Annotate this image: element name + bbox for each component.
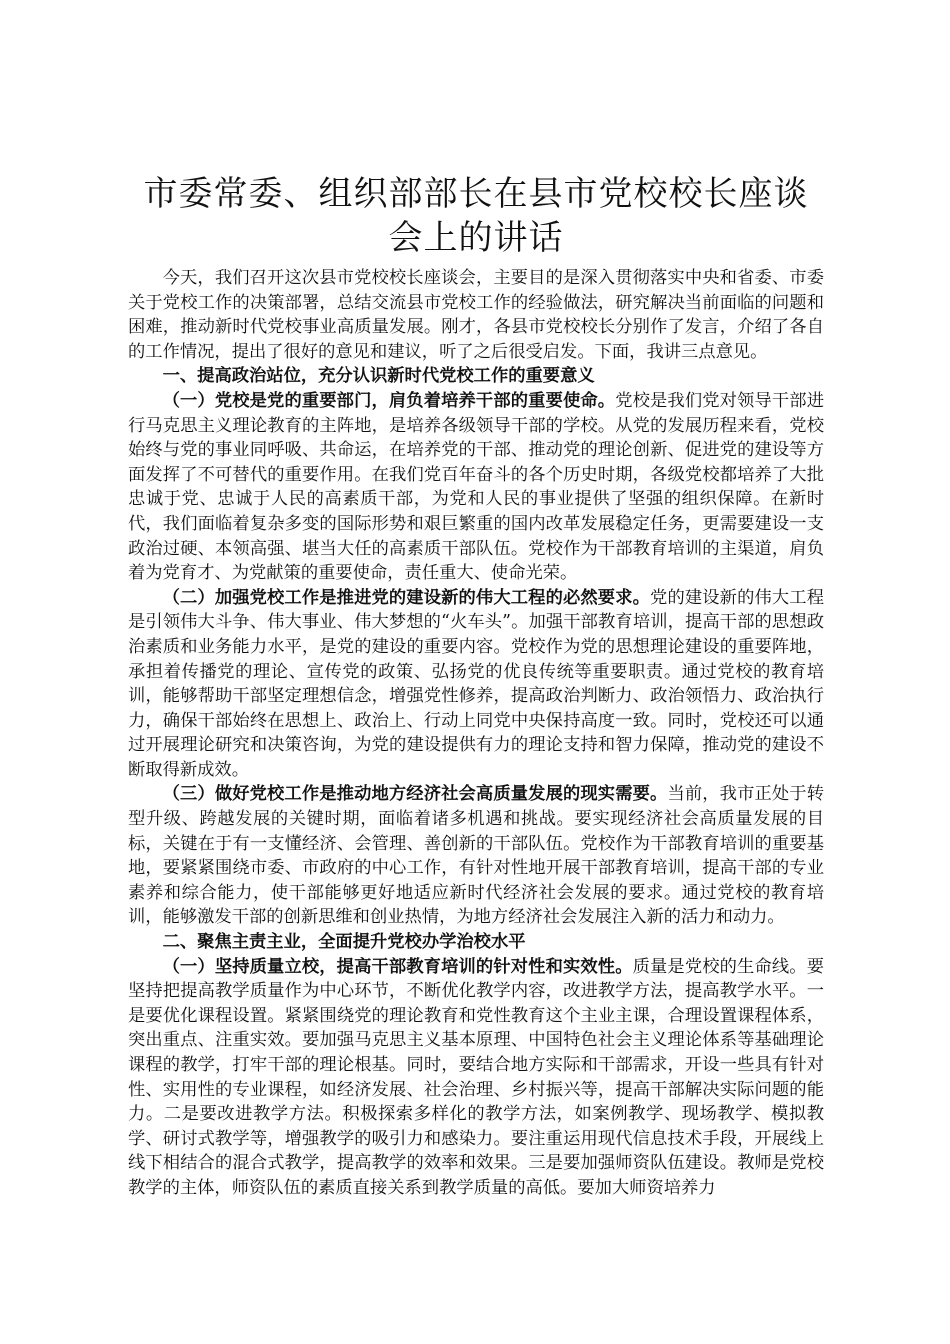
- document-title: 市委常委、组织部部长在县市党校校长座谈会上的讲话: [143, 174, 809, 258]
- document-page: [128, 172, 824, 1201]
- paragraph-text: 质量是党校的生命线。要坚持把提高教学质量作为中心环节，不断优化教学内容，改进教学方法，提高教学水平。一是要优化课程设置。紧紧围绕党的理论教育和党性教育这个主业主课，合理设置课程体系，突出重点、注重实效。要加强马克思主义基本原理、中国特色社会主义理论体系等基础理论课程的教学，打牢干部的理论根基。同时，要结合地方实际和干部需求，开设一些具有针对性、实用性的专业课程，如经济发展、社会治理、乡村振兴等，提高干部解决实际问题的能力。二是要改进教学方法。积极探索多样化的教学方法，如案例教学、现场教学、模拟教学、研讨式教学等，增强教学的吸引力和感染力。要注重运用现代信息技术手段，开展线上线下相结合的混合式教学，提高教学的效率和效果。三是要加强师资队伍建设。教师是党校教学的主体，师资队伍的素质直接关系到教学质量的高低。要加大师资培养力: [128, 956, 824, 1198]
- paragraph-text: 党的建设新的伟大工程是引领伟大斗争、伟大事业、伟大梦想的“火车头”。加强干部教育培训，提高干部的思想政治素质和业务能力水平，是党的建设的重要内容。党校作为党的思想理论建设的重要阵地，承担着传播党的理论、宣传党的政策、弘扬党的优良传统等重要职责。通过党校的教育培训，能够帮助干部坚定理想信念，增强党性修养，提高政治判断力、政治领悟力、政治执行力，确保干部始终在思想上、政治上、行动上同党中央保持高度一致。同时，党校还可以通过开展理论研究和决策咨询，为党的建设提供有力的理论支持和智力保障，推动党的建设不断取得新成效。: [128, 587, 824, 780]
- section-1-paragraph-3: [128, 782, 824, 930]
- paragraph-lead: （二）加强党校工作是推进党的建设新的伟大工程的必然要求。: [162, 587, 651, 608]
- paragraph-text: 当前，我市正处于转型升级、跨越发展的关键时期，面临着诸多机遇和挑战。要实现经济社会高质量发展的目标，关键在于有一支懂经济、会管理、善创新的干部队伍。党校作为干部教育培训的重要基地，要紧紧围绕市委、市政府的中心工作，有针对性地开展干部教育培训，提高干部的专业素养和综合能力，使干部能够更好地适应新时代经济社会发展的要求。通过党校的教育培训，能够激发干部的创新思维和创业热情，为地方经济社会发展注入新的活力和动力。: [128, 784, 824, 928]
- section-1-paragraph-2: [128, 586, 824, 783]
- paragraph-lead: （一）党校是党的重要部门，肩负着培养干部的重要使命。: [162, 390, 616, 411]
- intro-paragraph: 今天，我们召开这次县市党校校长座谈会，主要目的是深入贯彻落实中央和省委、市委关于党校工作的决策部署，总结交流县市党校工作的经验做法，研究解决当前面临的问题和困难，推动新时代党校事业高质量发展。刚才，各县市党校校长分别作了发言，介绍了各自的工作情况，提出了很好的意见和建议，听了之后很受启发。下面，我讲三点意见。: [128, 268, 824, 362]
- section-1-heading: 一、提高政治站位，充分认识新时代党校工作的重要意义: [162, 366, 595, 387]
- section-1-paragraph-1: [128, 389, 824, 586]
- section-2-paragraph-1: [128, 955, 824, 1201]
- paragraph-text: 党校是我们党对领导干部进行马克思主义理论教育的主阵地，是培养各级领导干部的学校。从党的发展历程来看，党校始终与党的事业同呼吸、共命运，在培养党的干部、推动党的理论创新、促进党的建设等方面发挥了不可替代的重要作用。在我们党百年奋斗的各个历史时期，各级党校都培养了大批忠诚于党、忠诚于人民的高素质干部，为党和人民的事业提供了坚强的组织保障。在新时代，我们面临着复杂多变的国际形势和艰巨繁重的国内改革发展稳定任务，更需要建设一支政治过硬、本领高强、堪当大任的高素质干部队伍。党校作为干部教育培训的主渠道，肩负着为党育才、为党献策的重要使命，责任重大、使命光荣。: [128, 390, 824, 584]
- paragraph-lead: （一）坚持质量立校，提高干部教育培训的针对性和实效性。: [162, 956, 633, 977]
- section-2-heading: 二、聚焦主责主业，全面提升党校办学治校水平: [162, 932, 526, 953]
- paragraph-lead: （三）做好党校工作是推动地方经济社会高质量发展的现实需要。: [162, 784, 668, 805]
